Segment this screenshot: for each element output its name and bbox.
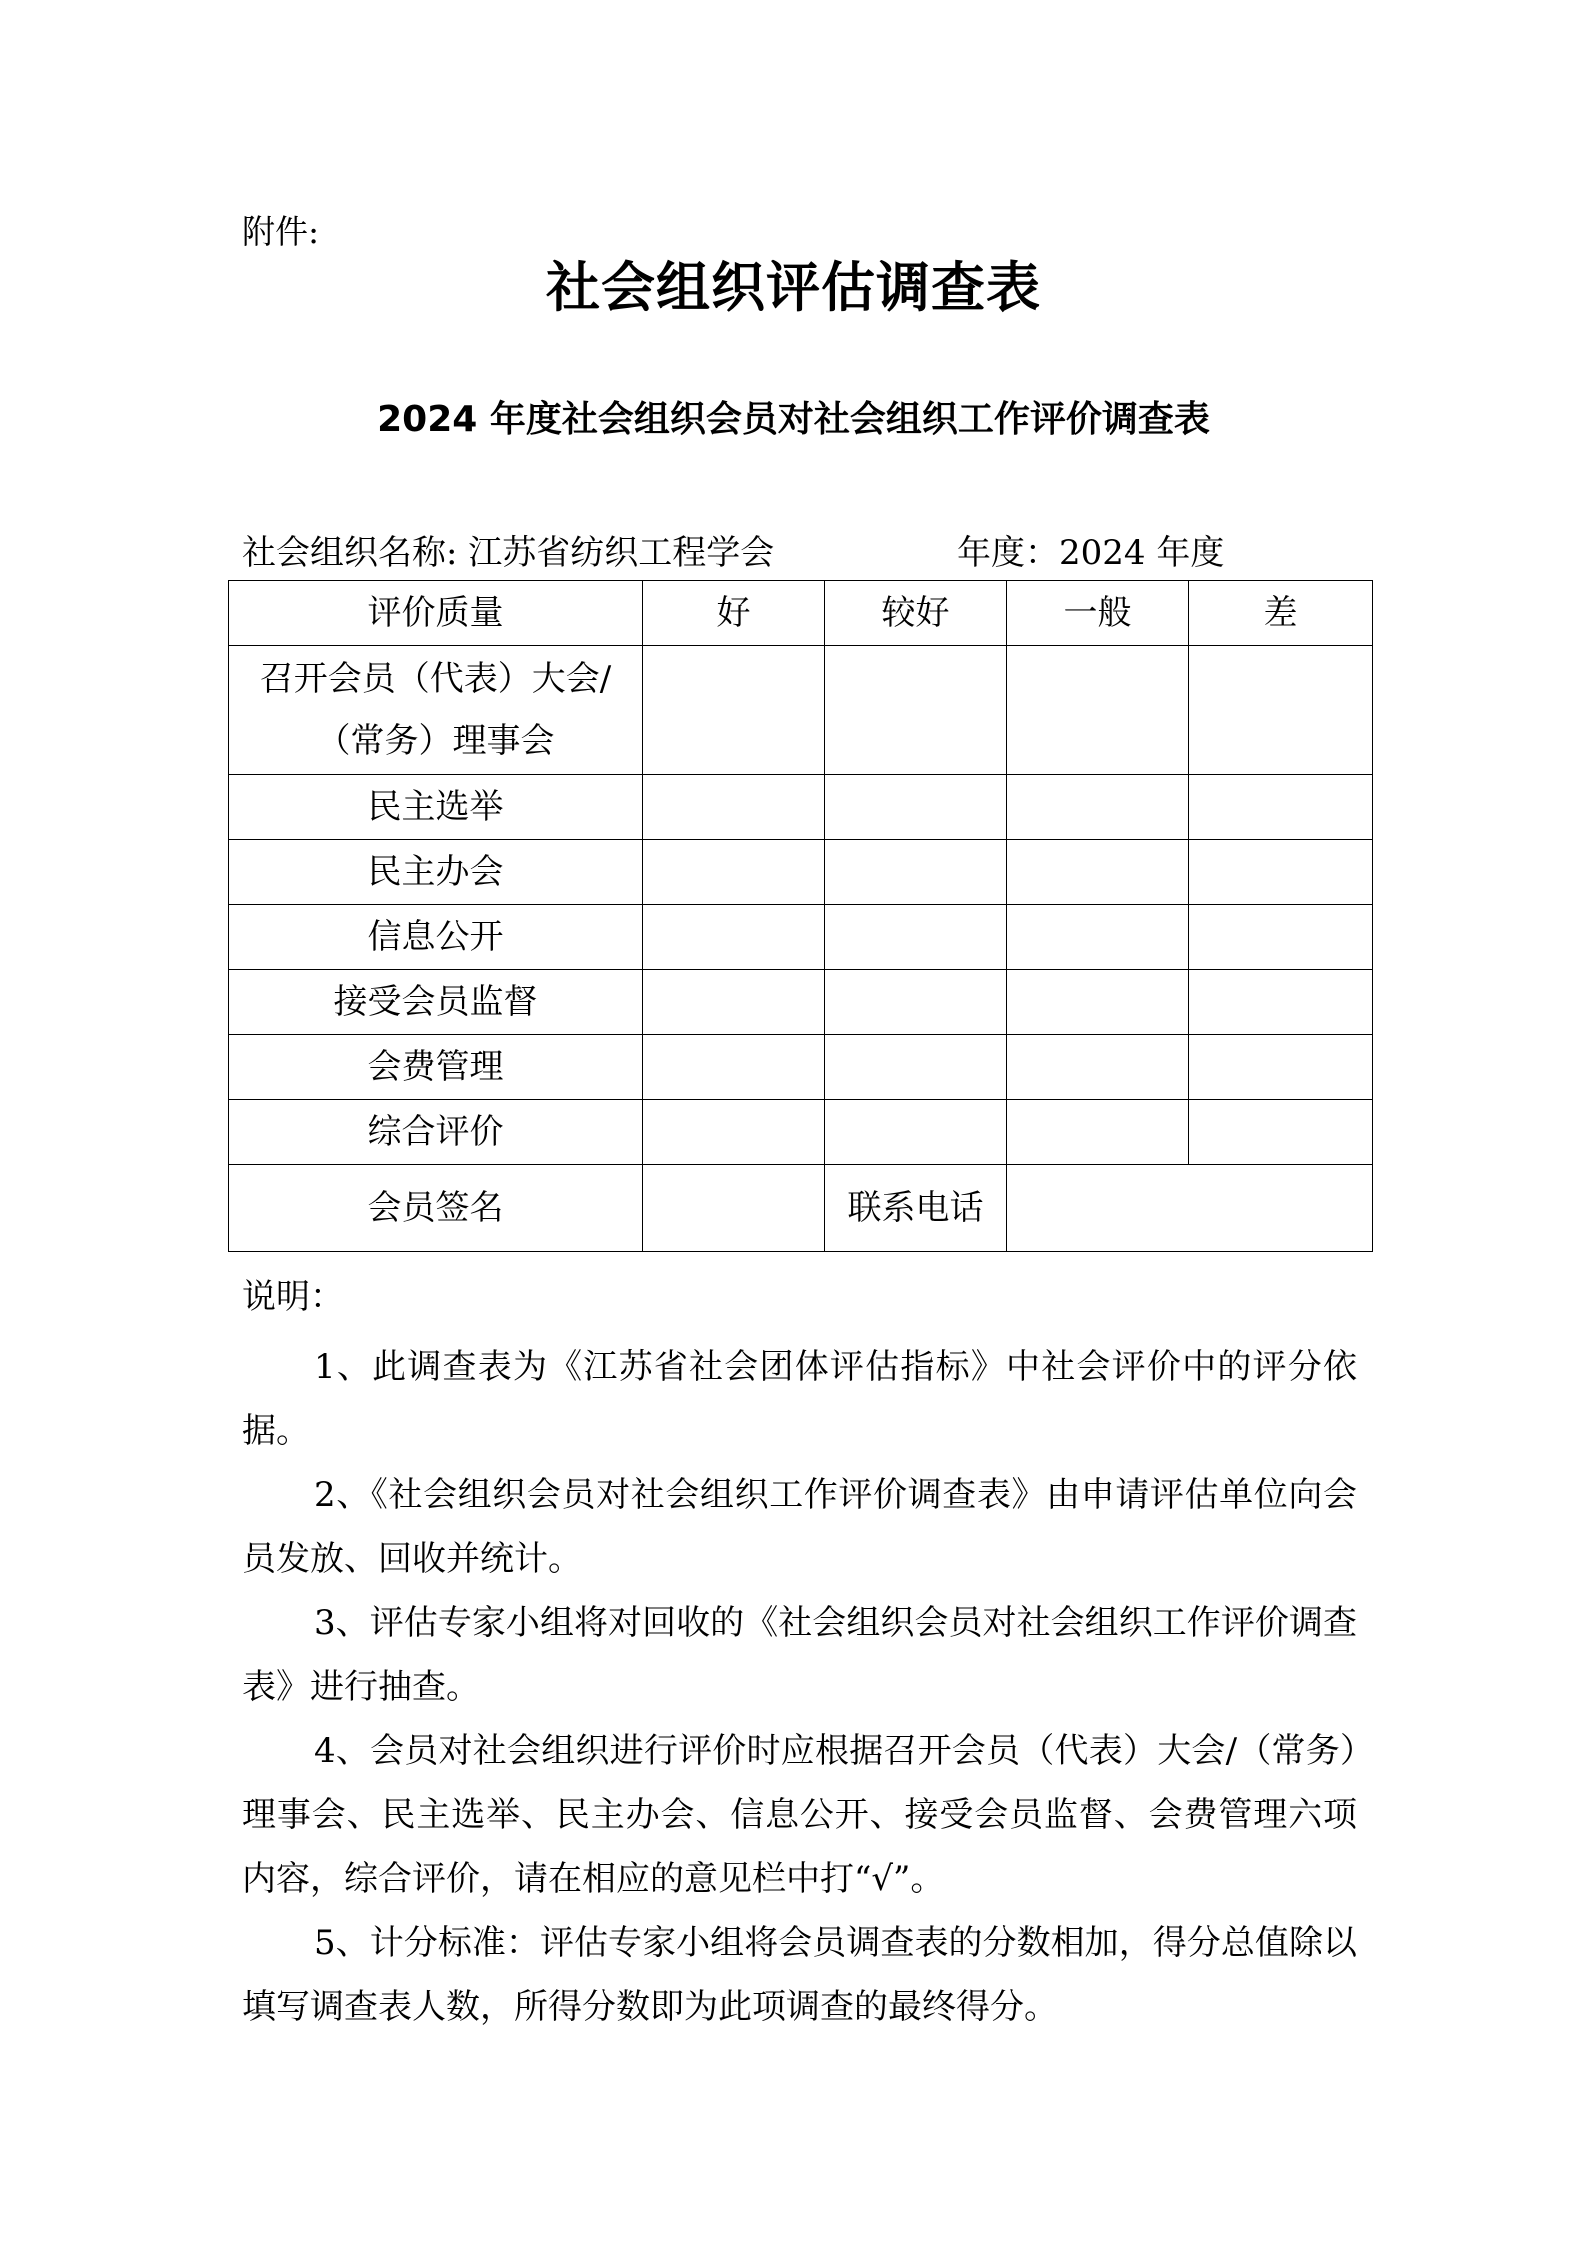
header-fairly-good: 较好	[825, 581, 1007, 646]
signature-field[interactable]	[643, 1165, 825, 1252]
rating-cell[interactable]	[1007, 905, 1189, 970]
rating-cell[interactable]	[1189, 970, 1373, 1035]
document-subtitle: 2024 年度社会组织会员对社会组织工作评价调查表	[377, 399, 1210, 440]
rating-cell[interactable]	[1189, 775, 1373, 840]
signature-row	[229, 1165, 1373, 1252]
row-label: 信息公开	[229, 905, 643, 970]
rating-cell[interactable]	[643, 775, 825, 840]
attachment-label: 附件:	[242, 212, 320, 251]
rating-cell[interactable]	[1007, 646, 1189, 775]
header-average: 一般	[1007, 581, 1189, 646]
rating-cell[interactable]	[825, 905, 1007, 970]
header-good: 好	[643, 581, 825, 646]
rating-cell[interactable]	[1007, 1035, 1189, 1100]
notes-title: 说明：	[242, 1277, 344, 1317]
phone-label: 联系电话	[825, 1165, 1007, 1252]
row-label-line: 召开会员（代表）大会/	[259, 659, 612, 699]
evaluation-table	[228, 580, 1373, 1252]
table-row	[229, 1100, 1373, 1165]
rating-cell[interactable]	[1007, 840, 1189, 905]
note-item: 1、此调查表为《江苏省社会团体评估指标》中社会评价中的评分依据。	[242, 1347, 1357, 1451]
table-row	[229, 646, 1373, 775]
rating-cell[interactable]	[1189, 646, 1373, 775]
rating-cell[interactable]	[1007, 775, 1189, 840]
note-item: 3、评估专家小组将对回收的《社会组织会员对社会组织工作评价调查表》进行抽查。	[242, 1603, 1357, 1707]
row-label: 民主选举	[229, 775, 643, 840]
rating-cell[interactable]	[643, 905, 825, 970]
rating-cell[interactable]	[1189, 1100, 1373, 1165]
note-item: 2、《社会组织会员对社会组织工作评价调查表》由申请评估单位向会员发放、回收并统计。	[242, 1475, 1357, 1579]
rating-cell[interactable]	[825, 1035, 1007, 1100]
rating-cell[interactable]	[825, 840, 1007, 905]
table-header-row	[229, 581, 1373, 646]
header-poor: 差	[1189, 581, 1373, 646]
rating-cell[interactable]	[1189, 840, 1373, 905]
survey-year: 年度：2024 年度	[957, 533, 1225, 573]
organization-name: 社会组织名称: 江苏省纺织工程学会	[242, 533, 775, 573]
note-item: 5、计分标准：评估专家小组将会员调查表的分数相加，得分总值除以填写调查表人数，所得分数即为此项调查的最终得分。	[242, 1923, 1357, 2027]
row-label: 综合评价	[229, 1100, 643, 1165]
rating-cell[interactable]	[825, 970, 1007, 1035]
notes-section	[242, 1335, 1357, 2039]
rating-cell[interactable]	[643, 1035, 825, 1100]
row-label: 接受会员监督	[229, 970, 643, 1035]
rating-cell[interactable]	[643, 840, 825, 905]
rating-cell[interactable]	[643, 970, 825, 1035]
rating-cell[interactable]	[825, 1100, 1007, 1165]
table-row	[229, 840, 1373, 905]
phone-field[interactable]	[1007, 1165, 1373, 1252]
rating-cell[interactable]	[1189, 905, 1373, 970]
rating-cell[interactable]	[825, 646, 1007, 775]
row-label: 民主办会	[229, 840, 643, 905]
rating-cell[interactable]	[643, 1100, 825, 1165]
rating-cell[interactable]	[1007, 1100, 1189, 1165]
table-row	[229, 905, 1373, 970]
table-row	[229, 775, 1373, 840]
header-quality: 评价质量	[229, 581, 643, 646]
rating-cell[interactable]	[1189, 1035, 1373, 1100]
table-row	[229, 970, 1373, 1035]
rating-cell[interactable]	[1007, 970, 1189, 1035]
organization-info-line	[242, 528, 1225, 578]
row-label-line: （常务）理事会	[316, 721, 555, 761]
note-item: 4、会员对社会组织进行评价时应根据召开会员（代表）大会/（常务）理事会、民主选举、民主办会、信息公开、接受会员监督、会费管理六项内容，综合评价，请在相应的意见栏中打“√”。	[242, 1731, 1357, 1899]
rating-cell[interactable]	[825, 775, 1007, 840]
row-label-meeting	[229, 646, 643, 775]
table-row	[229, 1035, 1373, 1100]
rating-cell[interactable]	[643, 646, 825, 775]
row-label: 会费管理	[229, 1035, 643, 1100]
signature-label: 会员签名	[229, 1165, 643, 1252]
document-title: 社会组织评估调查表	[546, 256, 1041, 319]
